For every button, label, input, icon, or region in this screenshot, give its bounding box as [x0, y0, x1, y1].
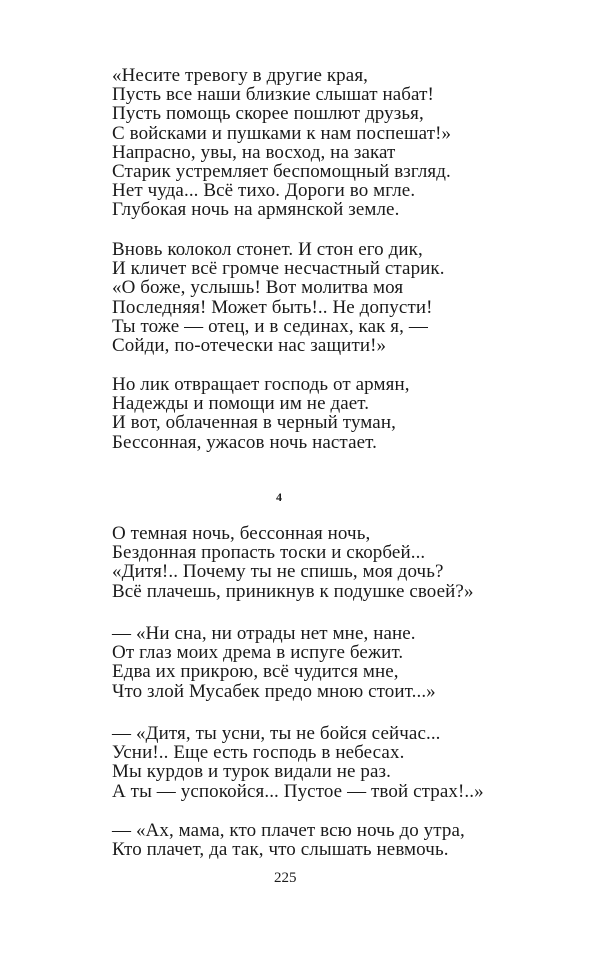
- poem-line: Нет чуда... Всё тихо. Дороги во мгле.: [112, 180, 416, 202]
- poem-stanza-3: [112, 375, 582, 452]
- poem-line: Пусть все наши близкие слышат набат!: [112, 84, 434, 106]
- poem-stanza-5: [112, 624, 582, 701]
- poem-line: Едва их прикрою, всё чудится мне,: [112, 661, 399, 683]
- poem-line: Надежды и помощи им не дает.: [112, 393, 370, 415]
- poem-line: О темная ночь, бессонная ночь,: [112, 523, 371, 544]
- poem-line: Бездонная пропасть тоски и скорбей...: [112, 542, 426, 564]
- poem-line: Мы курдов и турок видали не раз.: [112, 761, 392, 783]
- poem-stanza-2: [112, 240, 582, 355]
- poem-line: С войсками и пушками к нам поспешат!»: [112, 122, 452, 144]
- poem-line: «О боже, услышь! Вот молитва моя: [112, 277, 404, 299]
- poem-line: И кличет всё громче несчастный старик.: [112, 258, 445, 280]
- poem-line: Бессонная, ужасов ночь настает.: [112, 431, 377, 453]
- section-number: 4: [276, 490, 282, 504]
- poem-line: Кто плачет, да так, что слышать невмочь.: [112, 839, 449, 861]
- poem-line: Сойди, по-отечески нас защити!»: [112, 335, 387, 357]
- poem-line: «Дитя!.. Почему ты не спишь, моя дочь?: [112, 561, 444, 583]
- poem-line: От глаз моих дрема в испуге бежит.: [112, 642, 404, 664]
- poem-line: Ты тоже — отец, и в сединах, как я, —: [112, 315, 428, 337]
- poem-stanza-1: [112, 66, 582, 220]
- poem-line: — «Ах, мама, кто плачет всю ночь до утра,: [112, 820, 465, 841]
- poem-line: А ты — успокойся... Пустое — твой страх!..»: [112, 780, 484, 802]
- poem-stanza-4: [112, 524, 582, 601]
- poem-line: Но лик отвращает господь от армян,: [112, 374, 410, 395]
- poem-line: Глубокая ночь на армянской земле.: [112, 199, 400, 221]
- page-number: 225: [274, 870, 297, 886]
- poem-line: Напрасно, увы, на восход, на закат: [112, 141, 396, 163]
- poem-stanza-6: [112, 724, 582, 801]
- poem-line: Усни!.. Еще есть господь в небесах.: [112, 742, 405, 764]
- poem-line: Последняя! Может быть!.. Не допусти!: [112, 296, 433, 318]
- poem-line: Вновь колокол стонет. И стон его дик,: [112, 239, 423, 260]
- poem-line: Пусть помощь скорее пошлют друзья,: [112, 103, 424, 125]
- poem-line: Старик устремляет беспомощный взгляд.: [112, 161, 451, 183]
- poem-line: — «Дитя, ты усни, ты не бойся сейчас...: [112, 723, 441, 744]
- poem-line: — «Ни сна, ни отрады нет мне, нане.: [112, 623, 416, 644]
- poem-line: И вот, облаченная в черный туман,: [112, 412, 396, 434]
- poem-line: Всё плачешь, приникнув к подушке своей?»: [112, 580, 474, 602]
- poem-stanza-7: [112, 821, 582, 859]
- poem-line: Что злой Мусабек предо мною стоит...»: [112, 680, 436, 702]
- poem-line: «Несите тревогу в другие края,: [112, 65, 369, 86]
